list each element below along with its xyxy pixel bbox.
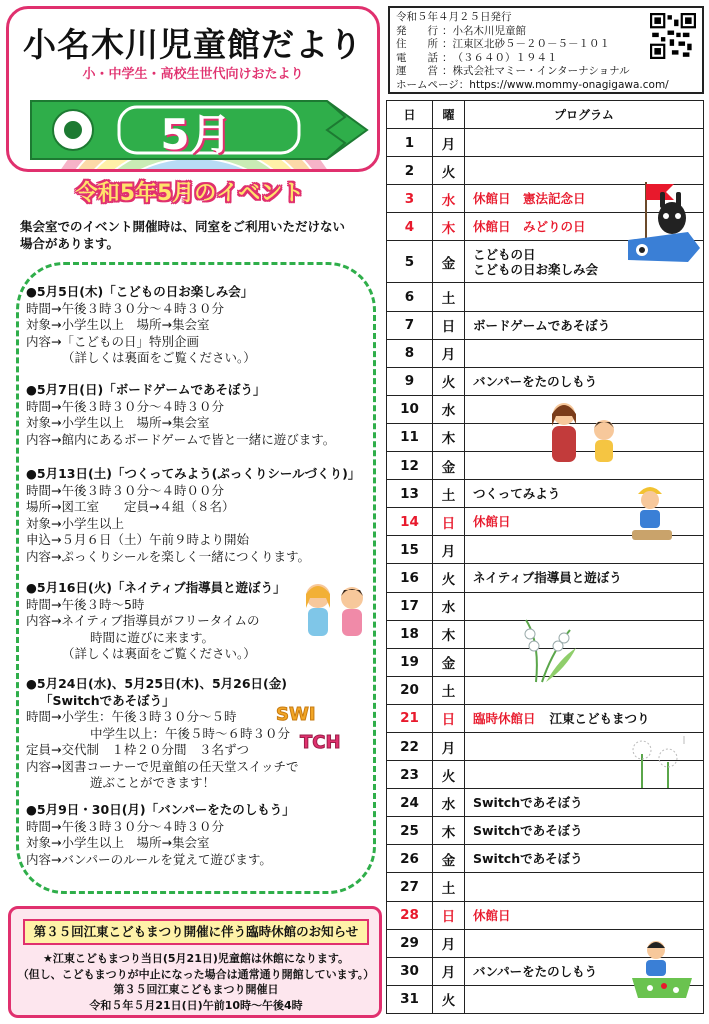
adult-child-illustration	[540, 400, 630, 464]
program-header: プログラム	[465, 101, 704, 129]
calendar-weekday: 金	[433, 241, 465, 283]
calendar-day: 9	[387, 367, 433, 395]
calendar-day: 31	[387, 985, 433, 1013]
calendar-weekday: 木	[433, 817, 465, 845]
calendar-program	[465, 620, 704, 648]
calendar-row	[387, 704, 704, 732]
calendar-weekday: 火	[433, 564, 465, 592]
calendar-day: 12	[387, 452, 433, 480]
svg-text:SWI: SWI	[276, 704, 316, 725]
calendar-day: 6	[387, 283, 433, 311]
events-heading: 令和5年5月のイベント	[75, 181, 305, 206]
calendar-weekday: 月	[433, 732, 465, 760]
calendar-day: 15	[387, 536, 433, 564]
calendar-program	[465, 676, 704, 704]
publisher: 小名木川児童館	[452, 24, 526, 37]
calendar-day: 11	[387, 423, 433, 451]
calendar-row	[387, 367, 704, 395]
calendar-weekday: 土	[433, 480, 465, 508]
calendar-day: 16	[387, 564, 433, 592]
calendar-weekday: 日	[433, 311, 465, 339]
closure-title: 第３５回江東こどもまつり開催に伴う臨時休館のお知らせ	[23, 919, 369, 945]
calendar-day: 7	[387, 311, 433, 339]
calendar-day: 13	[387, 480, 433, 508]
notice-text: 集会室でのイベント開催時は、同室をご利用いただけない 場合があります。	[20, 219, 346, 251]
calendar-row	[387, 564, 704, 592]
calendar-day: 19	[387, 648, 433, 676]
calendar-day: 27	[387, 873, 433, 901]
calendar-day: 20	[387, 676, 433, 704]
calendar-weekday: 水	[433, 185, 465, 213]
calendar-program	[465, 648, 704, 676]
calendar-day: 14	[387, 508, 433, 536]
dandelion-illustration	[628, 734, 690, 790]
calendar-weekday: 木	[433, 620, 465, 648]
event-switch: ●5月24日(水)、5月25日(木)、5月26日(金) 「Switchであそぼう」 時間→小学生：午後３時３０分～５時 中学生以上：午後５時～６時３０分 定員→交代制 １枠２０分間 ３名ずつ 内容→図書コーナーで児童館の任天堂スイッチで 遊ぶことができます！	[26, 676, 299, 790]
calendar-day: 18	[387, 620, 433, 648]
calendar-weekday: 日	[433, 901, 465, 929]
event-native-instructor: ●5月16日(火)「ネイティブ指導員と遊ぼう」 時間→午後３時～5時 内容→ネイティブ指導員がフリータイムの 時間に遊びに来ます。 （詳しくは裏面をご覧ください。）	[26, 580, 286, 661]
event-board-game: ●5月7日(日)「ボードゲームであそぼう」 時間→午後３時３０分～４時３０分 対象→小学生以上 場所→集会室 内容→館内にあるボードゲームで皆と一緒に遊びます。	[26, 382, 336, 447]
calendar-header	[387, 101, 704, 129]
calendar-row	[387, 873, 704, 901]
koinobori-rabbit-illustration	[626, 178, 702, 270]
calendar-weekday: 火	[433, 367, 465, 395]
switch-logo	[270, 698, 372, 754]
newsletter-title: 小名木川児童館だより	[23, 25, 363, 64]
boy-building-illustration	[628, 480, 676, 544]
calendar-day: 29	[387, 929, 433, 957]
calendar-weekday: 月	[433, 129, 465, 157]
calendar-weekday: 木	[433, 213, 465, 241]
calendar-day: 5	[387, 241, 433, 283]
calendar-day: 24	[387, 789, 433, 817]
calendar-program: Switchであそぼう	[465, 845, 704, 873]
calendar-day: 26	[387, 845, 433, 873]
calendar-day: 1	[387, 129, 433, 157]
qr-code-icon[interactable]	[650, 13, 696, 59]
address: 江東区北砂５－２０－５－１０１	[452, 38, 610, 50]
calendar-weekday: 日	[433, 704, 465, 732]
calendar-weekday: 金	[433, 845, 465, 873]
calendar-weekday: 火	[433, 761, 465, 789]
calendar-row	[387, 817, 704, 845]
native-instructor-illustration	[300, 578, 370, 638]
lily-of-valley-illustration	[506, 612, 580, 684]
calendar-row	[387, 311, 704, 339]
calendar-program: つくってみよう	[465, 480, 704, 508]
svg-text:TCH: TCH	[300, 732, 341, 753]
calendar-day: 22	[387, 732, 433, 760]
calendar-program: ボードゲームであそぼう	[465, 311, 704, 339]
calendar-weekday: 火	[433, 985, 465, 1013]
calendar-row	[387, 845, 704, 873]
event-sticker-craft: ●5月13日(土)「つくってみよう(ぷっくりシールづくり)」 時間→午後３時３０分～４時００分 場所→図工室 定員→４組（８名） 対象→小学生以上 申込→５月６日（土）午前９時より開始 内容→ぷっくりシールを楽しく一緒につくります。	[26, 466, 361, 564]
calendar-weekday: 木	[433, 423, 465, 451]
title-card	[6, 6, 380, 172]
calendar-weekday: 金	[433, 452, 465, 480]
address-label: 住所	[396, 38, 438, 50]
calendar-program: Switchであそぼう	[465, 789, 704, 817]
homepage-label: ホームページ：	[396, 78, 470, 91]
calendar-program: ネイティブ指導員と遊ぼう	[465, 564, 704, 592]
calendar-program: 休館日 憲法記念日	[465, 185, 704, 213]
calendar-day: 21	[387, 704, 433, 732]
calendar-row	[387, 283, 704, 311]
calendar-day: 30	[387, 957, 433, 985]
calendar-weekday: 月	[433, 339, 465, 367]
closure-notice	[8, 906, 382, 1018]
calendar-day: 25	[387, 817, 433, 845]
calendar-row	[387, 339, 704, 367]
operator-label: 運営	[396, 65, 438, 77]
calendar-program: 休館日	[465, 901, 704, 929]
closure-body: ★江東こどもまつり当日(5月21日)児童館は休館になります。 （但し、こどもまつりが中止になった場合は通常通り開館しています。） 第３５回江東こどもまつり開催日 令和５年５月21日(日)午前10時～午後4時	[17, 952, 375, 1012]
calendar-program	[465, 283, 704, 311]
issue-date: 令和５年４月２５日発行	[396, 11, 512, 23]
calendar-row	[387, 129, 704, 157]
publisher-label: 発行	[396, 24, 438, 37]
calendar-weekday: 土	[433, 676, 465, 704]
newsletter-subtitle: 小・中学生・高校生世代向けおたより	[82, 67, 304, 82]
calendar-row	[387, 789, 704, 817]
calendar-day: 3	[387, 185, 433, 213]
info-box: 令和５年４月２５日発行 発行 ： 小名木川児童館 住所 ： 江東区北砂５－２０－５－１０１ 電話 ： （３６４０）１９４１ 運営 ： 株式会社マミー・インターナショナル ホームページ： https://www.mommy-onagigawa.com/	[388, 6, 704, 94]
calendar-program: バンパーをたのしもう	[465, 367, 704, 395]
calendar-day: 17	[387, 592, 433, 620]
day-header: 日	[387, 101, 433, 129]
calendar-row	[387, 901, 704, 929]
calendar-day: 23	[387, 761, 433, 789]
calendar-day: 2	[387, 157, 433, 185]
calendar-weekday: 火	[433, 157, 465, 185]
calendar-day: 10	[387, 395, 433, 423]
calendar-weekday: 水	[433, 592, 465, 620]
month-label: 5月	[160, 110, 232, 159]
calendar-program	[465, 873, 704, 901]
calendar-program	[465, 592, 704, 620]
calendar-weekday: 月	[433, 536, 465, 564]
calendar-program: Switchであそぼう	[465, 817, 704, 845]
calendar-weekday: 日	[433, 508, 465, 536]
calendar-program: 休館日 みどりの日	[465, 213, 704, 241]
event-childrens-day: ●5月5日(木)「こどもの日お楽しみ会」 時間→午後３時３０分～４時３０分 対象→小学生以上 場所→集会室 内容→「こどもの日」特別企画 （詳しくは裏面をご覧ください。）	[26, 284, 256, 365]
calendar-weekday: 土	[433, 873, 465, 901]
event-bumper: ●5月9日・30日(月)「バンパーをたのしもう」 時間→午後３時３０分～４時３０分 対象→小学生以上 場所→集会室 内容→バンパーのルールを覚えて遊びます。	[26, 802, 295, 867]
calendar-weekday: 土	[433, 283, 465, 311]
calendar-weekday: 水	[433, 395, 465, 423]
phone: （３６４０）１９４１	[452, 51, 558, 64]
phone-label: 電話	[396, 51, 438, 64]
calendar-program: バンパーをたのしもう	[465, 957, 704, 985]
operator: 株式会社マミー・インターナショナル	[452, 65, 630, 77]
calendar-day: 28	[387, 901, 433, 929]
calendar-program: 臨時休館日 江東こどもまつり	[465, 704, 704, 732]
bumper-game-illustration	[630, 938, 696, 1000]
calendar-weekday: 金	[433, 648, 465, 676]
calendar-weekday: 月	[433, 929, 465, 957]
calendar-day: 4	[387, 213, 433, 241]
calendar-program	[465, 129, 704, 157]
calendar-weekday: 水	[433, 789, 465, 817]
weekday-header: 曜	[433, 101, 465, 129]
calendar-program	[465, 339, 704, 367]
calendar-program: 休館日	[465, 508, 704, 536]
calendar-program: こどもの日 こどもの日お楽しみ会	[465, 241, 704, 283]
calendar-day: 8	[387, 339, 433, 367]
calendar-weekday: 月	[433, 957, 465, 985]
homepage-link[interactable]: https://www.mommy-onagigawa.com/	[469, 78, 669, 91]
